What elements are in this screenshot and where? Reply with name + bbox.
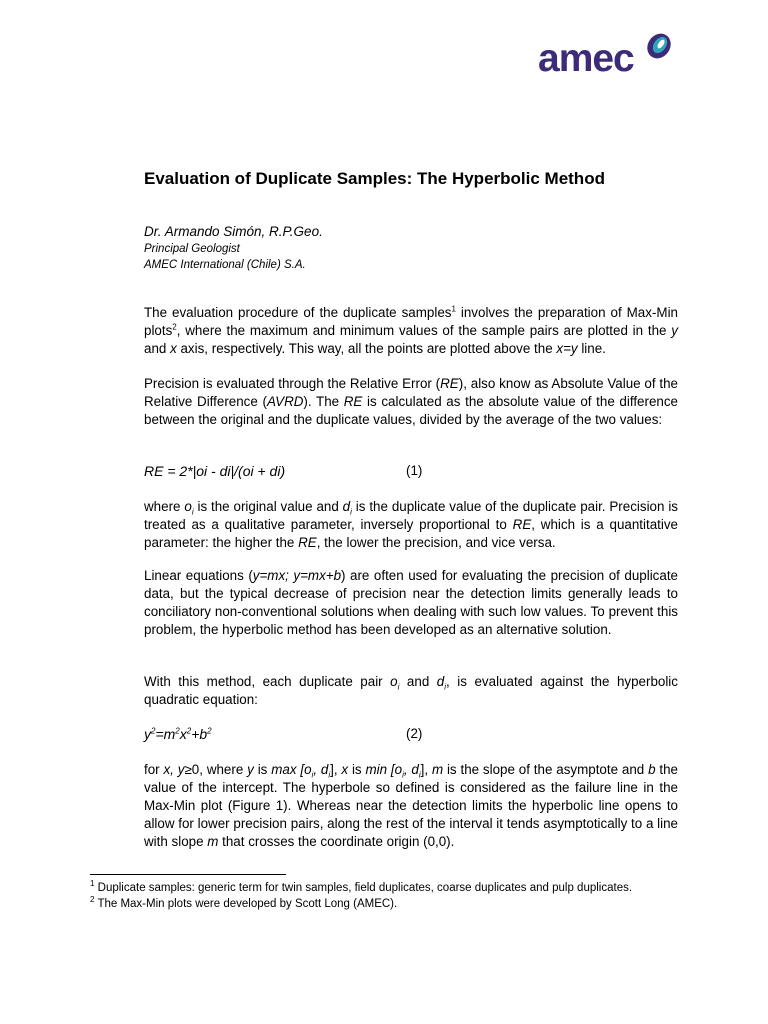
paragraph-6: for x, y≥0, where y is $\max [o_i$, $d_i$], x is $\min [o_i$, $d_i$], m is the slope of the asymptote and b the value of the intercept. The hyperbole so defined is considered as the failure line in the Max-Min plot (Figure 1). Whereas near the detection limits the hyperbolic line opens to allow for lower precision pairs, along the rest of the interval it tends asymptotically to a line with slope m that crosses the coordinate origin (0,0). (144, 762, 678, 849)
equation-1-number: (1) (406, 463, 423, 478)
footnote-2: $^2$ The Max-Min plots were developed by Scott Long (AMEC). (90, 895, 398, 910)
author-block (144, 223, 323, 273)
paragraph-2: Precision is evaluated through the Relative Error (RE), also know as Absolute Value of the Relative Difference (AVRD). The RE is calculated as the absolute value of the difference between the original and the duplicate values, divided by the average of the two values: (144, 376, 678, 427)
paragraph-5: With this method, each duplicate pair $o_i$ and $d_i$, is evaluated against the hyperbolic quadratic equation: (144, 674, 678, 707)
equation-2: $y^2=m^2x^2+b^2$ (144, 726, 212, 742)
author-name: Dr. Armando Simón, R.P.Geo. (144, 224, 323, 239)
footnote-ref-1: 1 (451, 304, 456, 314)
logo-wordmark: amec (538, 37, 634, 80)
equation-2-number: (2) (406, 726, 423, 741)
footnote-divider (90, 874, 286, 875)
document-title: Evaluation of Duplicate Samples: The Hyperbolic Method (144, 169, 605, 188)
paragraph-4: Linear equations (y=mx; y=mx+b) are often used for evaluating the precision of duplicate data, but the typical decrease of precision near the detection limits generally leads to conciliatory non-conventional solutions when dealing with such low values. To prevent this problem, the hyperbolic method has been developed as an alternative solution. (144, 568, 678, 637)
paragraph-1: The evaluation procedure of the duplicate samples$^1$ involves the preparation of Max-Min plots$^2$, where the maximum and minimum values of the sample pairs are plotted in the y and x axis, respectively. This way, all the points are plotted above the x=y line. (144, 304, 678, 356)
author-position: Principal Geologist (144, 243, 240, 255)
amec-logo (538, 30, 678, 84)
author-company: AMEC International (Chile) S.A. (144, 259, 306, 271)
footnote-1: $^1$ Duplicate samples: generic term for twin samples, field duplicates, coarse duplicates and pulp duplicates. (90, 879, 633, 894)
footnote-ref-2: 2 (172, 322, 177, 332)
footnotes (90, 880, 650, 912)
logo-mark-icon (642, 30, 676, 62)
equation-1: RE = 2*|oi - di|/(oi + di) (144, 463, 286, 479)
paragraph-3: where $o_i$ is the original value and $d_i$ is the duplicate value of the duplicate pair. Precision is treated as a qualitative parameter, inversely proportional to RE, which is a quantitative parameter: the higher the RE, the lower the precision, and vice versa. (144, 499, 678, 550)
